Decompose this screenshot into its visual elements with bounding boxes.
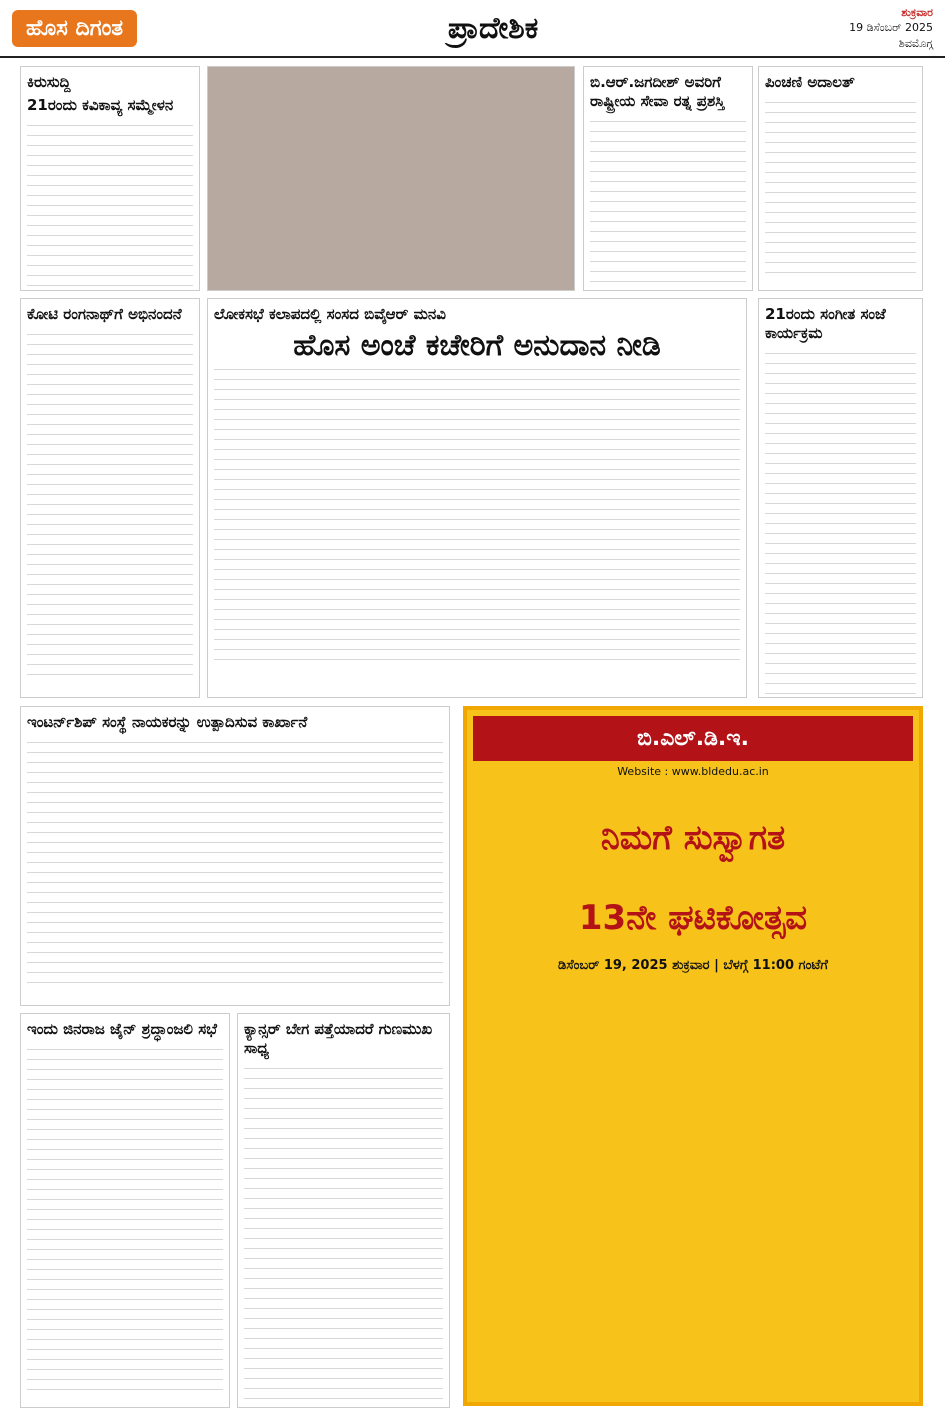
masthead (0, 0, 945, 58)
headline-music: 21ರಂದು ಸಂಗೀತ ಸಂಜೆ ಕಾರ್ಯಕ್ರಮ (765, 305, 886, 342)
headline-cancer: ಕ್ಯಾನ್ಸರ್ ಬೇಗ ಪತ್ತೆಯಾದರೆ ಗುಣಮುಖ ಸಾಧ್ಯ (244, 1020, 433, 1057)
ad-banner: ಬಿ.ಎಲ್.ಡಿ.ಇ. (473, 716, 913, 761)
headline-koti: ಕೋಟಿ ರಂಗನಾಥ್‌ಗೆ ಅಭಿನಂದನೆ (27, 305, 182, 323)
headline-award: ಬಿ.ಆರ್.ಜಗದೀಶ್ ಅವರಿಗೆ ರಾಷ್ಟ್ರೀಯ ಸೇವಾ ರತ್ನ ಪ್ರಶಸ್ತಿ (590, 73, 725, 110)
lead-headline: ಹೊಸ ಅಂಚೆ ಕಚೇರಿಗೆ ಅನುದಾನ ನೀಡಿ (293, 327, 661, 363)
internship-article (20, 706, 450, 1006)
event-photo (207, 66, 575, 291)
date-block (849, 5, 933, 51)
body-placeholder (27, 119, 193, 292)
date: 19 ಡಿಸೆಂಬರ್ 2025 (849, 21, 933, 35)
award-article (583, 66, 753, 291)
convocation-ad (463, 706, 923, 1406)
section-title: ಪ್ರಾದೇಶಿಕ (447, 10, 539, 46)
ad-welcome: ನಿಮಗೆ ಸುಸ್ವಾಗತ (600, 818, 786, 858)
edition: ಶಿವಮೊಗ್ಗ (898, 36, 933, 50)
ad-website: Website : www.bldedu.ac.in (617, 765, 769, 778)
headline-internship: ಇಂಟರ್ನ್‌ಶಿಪ್ ಸಂಸ್ಥೆ ನಾಯಕರನ್ನು ಉತ್ಪಾದಿಸುವ ಕಾರ್ಖಾನೆ (27, 713, 308, 731)
headline-tribute: ಇಂದು ಜಿನರಾಜ ಜೈನ್ ಶ್ರದ್ಧಾಂಜಲಿ ಸಭೆ (27, 1020, 218, 1038)
pension-article (758, 66, 923, 291)
headline-kavi: 21ರಂದು ಕವಿಕಾವ್ಯ ಸಮ್ಮೇಳನ (27, 95, 174, 114)
ad-event: 13ನೇ ಘಟಿಕೋತ್ಸವ (578, 898, 808, 938)
lead-kicker: ಲೋಕಸಭೆ ಕಲಾಪದಲ್ಲಿ ಸಂಸದ ಬಿವೈಆರ್ ಮನವಿ (214, 305, 446, 323)
page-grid (0, 58, 945, 1413)
brief-label: ಕಿರುಸುದ್ದಿ (27, 73, 71, 91)
day: ಶುಕ್ರವಾರ (901, 5, 933, 19)
lead-article (207, 298, 747, 698)
headline-pension: ಪಿಂಚಣಿ ಅದಾಲತ್ (765, 73, 855, 91)
brief-column (20, 66, 200, 291)
koti-article (20, 298, 200, 698)
music-article (758, 298, 923, 698)
cancer-article (237, 1013, 450, 1408)
ad-when: ಡಿಸೆಂಬರ್ 19, 2025 ಶುಕ್ರವಾರ | ಬೆಳಗ್ಗೆ 11:00 ಗಂಟೆಗೆ (558, 958, 828, 973)
tribute-article (20, 1013, 230, 1408)
newspaper-logo: ಹೊಸ ದಿಗಂತ (12, 10, 137, 47)
